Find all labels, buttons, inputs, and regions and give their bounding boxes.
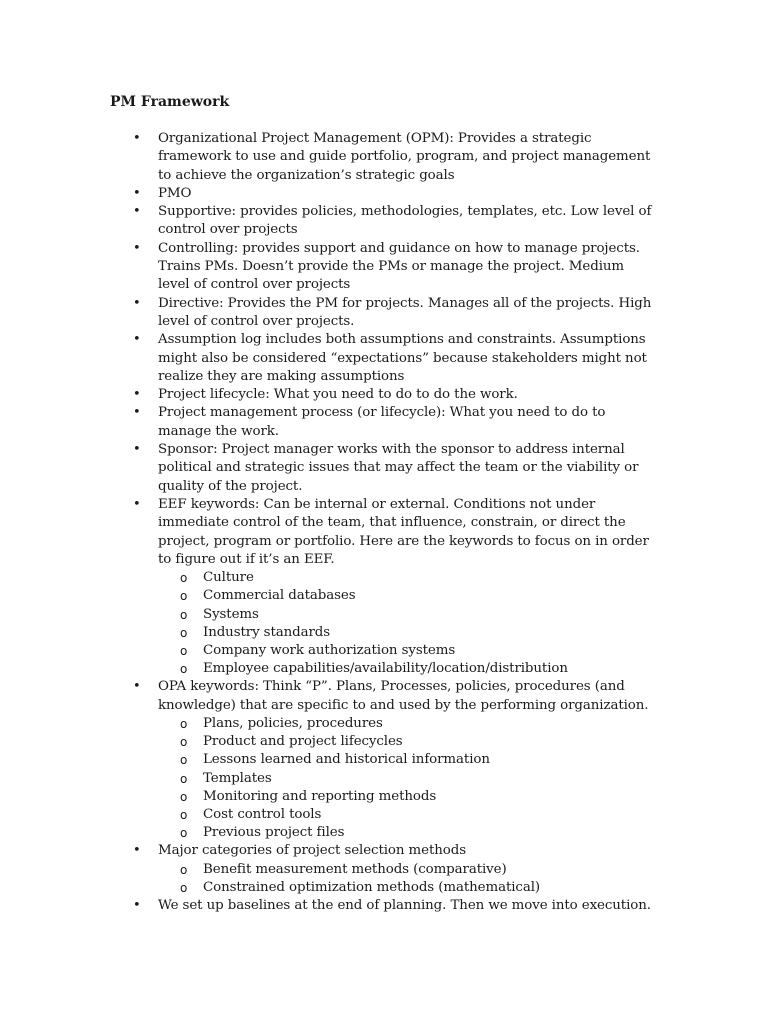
bullet-icon: • [133, 332, 141, 348]
list-item [0, 203, 658, 240]
sub-list-item-text: Cost control tools [203, 806, 322, 822]
list-item-text: Supportive: provides policies, methodologies, templates, etc. Low level of control over projects [158, 204, 652, 238]
list-item [0, 185, 658, 203]
sub-list-item [158, 733, 658, 751]
sub-list [158, 569, 658, 678]
circle-bullet-icon: o [180, 589, 188, 604]
list-item-text: Major categories of project selection methods [158, 843, 466, 859]
list-item [0, 496, 658, 678]
circle-bullet-icon: o [180, 662, 188, 677]
bullet-icon: • [133, 898, 141, 914]
list-item [0, 295, 658, 332]
circle-bullet-icon: o [180, 735, 188, 750]
bullet-icon: • [133, 131, 141, 146]
bullet-icon: • [133, 843, 141, 859]
bullet-icon: • [133, 496, 141, 512]
bullet-list [0, 130, 768, 915]
circle-bullet-icon: o [180, 753, 188, 768]
list-item [0, 897, 658, 915]
list-item-text: Directive: Provides the PM for projects. Manages all of the projects. High level of control over projects. [158, 295, 652, 329]
bullet-icon: • [133, 405, 141, 421]
sub-list-item [158, 642, 658, 660]
sub-list-item [158, 606, 658, 624]
sub-list-item-text: Templates [203, 770, 272, 786]
sub-list-item-text: Employee capabilities/availability/location/distribution [203, 661, 568, 677]
list-item-text: Sponsor: Project manager works with the sponsor to address internal political and strategic issues that may affect the team or the viability or quality of the project. [158, 442, 639, 494]
list-item-text: Organizational Project Management (OPM): Provides a strategic framework to use and guide portfolio, program, and project management to achieve the organization’s strategic goals [158, 131, 651, 183]
circle-bullet-icon: o [180, 862, 188, 877]
sub-list-item [158, 879, 658, 897]
circle-bullet-icon: o [180, 771, 188, 786]
bullet-icon: • [133, 295, 141, 311]
bullet-icon: • [133, 240, 141, 256]
circle-bullet-icon: o [180, 880, 188, 895]
list-item-text: Project management process (or lifecycle): What you need to do to manage the work. [158, 405, 606, 439]
list-item [0, 331, 658, 386]
sub-list-item [158, 806, 658, 824]
list-item-text: Assumption log includes both assumptions and constraints. Assumptions might also be considered “expectations” because stakeholders might not realize they are making assumptions [158, 332, 647, 384]
circle-bullet-icon: o [180, 789, 188, 804]
sub-list-item [158, 751, 658, 769]
sub-list-item [158, 861, 658, 879]
list-item [0, 240, 658, 295]
bullet-icon: • [133, 204, 141, 220]
sub-list-item [158, 824, 658, 842]
list-item-text: We set up baselines at the end of planning. Then we move into execution. [158, 898, 651, 914]
sub-list-item [158, 770, 658, 788]
list-item-text: PMO [158, 185, 192, 201]
list-item [0, 678, 658, 842]
sub-list-item-text: Lessons learned and historical information [203, 752, 490, 768]
list-item-text: Controlling: provides support and guidance on how to manage projects. Trains PMs. Doesn’t provide the PMs or manage the project. Medium level of control over projects [158, 240, 640, 293]
circle-bullet-icon: o [180, 807, 188, 822]
list-item-text: OPA keywords: Think “P”. Plans, Processes, policies, procedures (and knowledge) that are specific to and used by the performing organization. [158, 679, 649, 713]
list-item [0, 130, 658, 185]
bullet-icon: • [133, 185, 141, 201]
circle-bullet-icon: o [180, 716, 188, 731]
list-item [0, 404, 658, 441]
list-item [0, 386, 658, 404]
sub-list-item [158, 788, 658, 806]
sub-list-item-text: Industry standards [203, 624, 331, 640]
list-item-text: Project lifecycle: What you need to do to do the work. [158, 387, 518, 403]
sub-list-item [158, 569, 658, 587]
sub-list-item-text: Culture [203, 570, 254, 586]
sub-list-item [158, 587, 658, 605]
sub-list-item-text: Product and project lifecycles [203, 734, 403, 750]
sub-list-item-text: Plans, policies, procedures [203, 715, 383, 731]
sub-list-item-text: Commercial databases [203, 588, 356, 604]
sub-list-item-text: Constrained optimization methods (mathematical) [203, 879, 541, 895]
sub-list-item [158, 715, 658, 733]
sub-list-item-text: Company work authorization systems [203, 642, 456, 658]
sub-list-item-text: Systems [203, 606, 259, 622]
bullet-icon: • [133, 442, 141, 458]
bullet-icon: • [133, 679, 141, 695]
page-title: PM Framework [110, 94, 230, 110]
list-item [0, 441, 658, 496]
sub-list-item [158, 624, 658, 642]
circle-bullet-icon: o [180, 625, 188, 640]
sub-list [158, 715, 658, 842]
sub-list-item-text: Monitoring and reporting methods [203, 788, 437, 804]
circle-bullet-icon: o [180, 826, 188, 841]
sub-list-item-text: Benefit measurement methods (comparative) [203, 861, 507, 877]
list-item [0, 842, 658, 897]
circle-bullet-icon: o [180, 643, 188, 658]
sub-list [158, 861, 658, 897]
bullet-icon: • [133, 387, 141, 403]
list-item-text: EEF keywords: Can be internal or external. Conditions not under immediate control of the team, that influence, constrain, or direct the project, program or portfolio. Here are the keywords to focus on in order to figure out if it’s an EEF. [158, 496, 649, 567]
circle-bullet-icon: o [180, 571, 188, 586]
circle-bullet-icon: o [180, 607, 188, 622]
sub-list-item [158, 660, 658, 678]
sub-list-item-text: Previous project files [203, 825, 345, 841]
